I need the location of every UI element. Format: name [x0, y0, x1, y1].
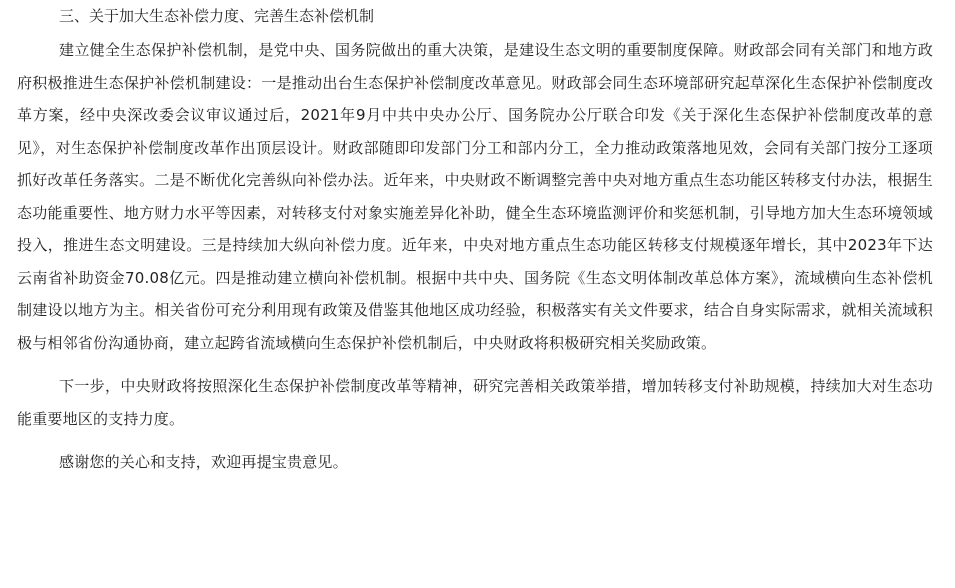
paragraph-text: 推动建立横向补偿机制。根据中共中央、国务院《生态文明体制改革总体方案》，流域横向生态补偿机制建设以地方为主。相关省份可充分利用现有政策及借鉴其他地区成功经验，积极落实有关文件要求，结合自身实际需求，就相关流域积极与相邻省份沟通协商，建立起跨省流域横向生态保护补偿机制后，中央财政将积极研究相关奖励政策。	[17, 268, 933, 352]
section-heading: 三、关于加大生态补偿力度、完善生态补偿机制	[59, 7, 375, 25]
point-one-marker: 一是	[261, 73, 292, 92]
paragraph-text: 持续加大纵向补偿力度。近年来，中央对地方重点生态功能区转移支付规模逐年增长，其中2023年下达云南省补助资金70.08亿元。	[17, 236, 933, 287]
paragraph-text: 下一步，中央财政将按照深化生态保护补偿制度改革等精神，研究完善相关政策举措，增加转移支付补助规模，持续加大对生态功能重要地区的支持力度。	[17, 377, 933, 428]
paragraph-text: 推动出台生态保护补偿制度改革意见。财政部会同生态环境部研究起草深化生态保护补偿制度改革方案，经中央深改委会议审议通过后，2021年9月中共中央办公厅、国务院办公厅联合印发《关于深化生态保护补偿制度改革的意见》，对生态保护补偿制度改革作出顶层设计。财政部随即印发部门分工和部内分工，全力推动政策落地见效，会同有关部门按分工逐项抓好改革任务落实。	[17, 73, 934, 189]
paragraph-next-step	[17, 370, 933, 435]
point-two-marker: 二是	[154, 171, 185, 189]
point-four-marker: 四是	[215, 268, 247, 287]
paragraph-text: 建立健全生态保护补偿机制，是党中央、国务院做出的重大决策，是建设生态文明的重要制度保障。财政部会同有关部门和地方政府积极推进生态保护补偿机制建设：	[17, 41, 933, 92]
paragraph-text: 感谢您的关心和支持，欢迎再提宝贵意见。	[59, 453, 348, 471]
paragraph-text: 不断优化完善纵向补偿办法。近年来，中央财政不断调整完善中央对地方重点生态功能区转移支付办法，根据生态功能重要性、地方财力水平等因素，对转移支付对象实施差异化补助，健全生态环境监测评价和奖惩机制，引导地方加大生态环境领域投入，推进生态文明建设。	[17, 171, 934, 254]
paragraph-thanks	[17, 446, 933, 479]
point-three-marker: 三是	[201, 236, 233, 254]
paragraph-mechanism	[17, 34, 933, 359]
